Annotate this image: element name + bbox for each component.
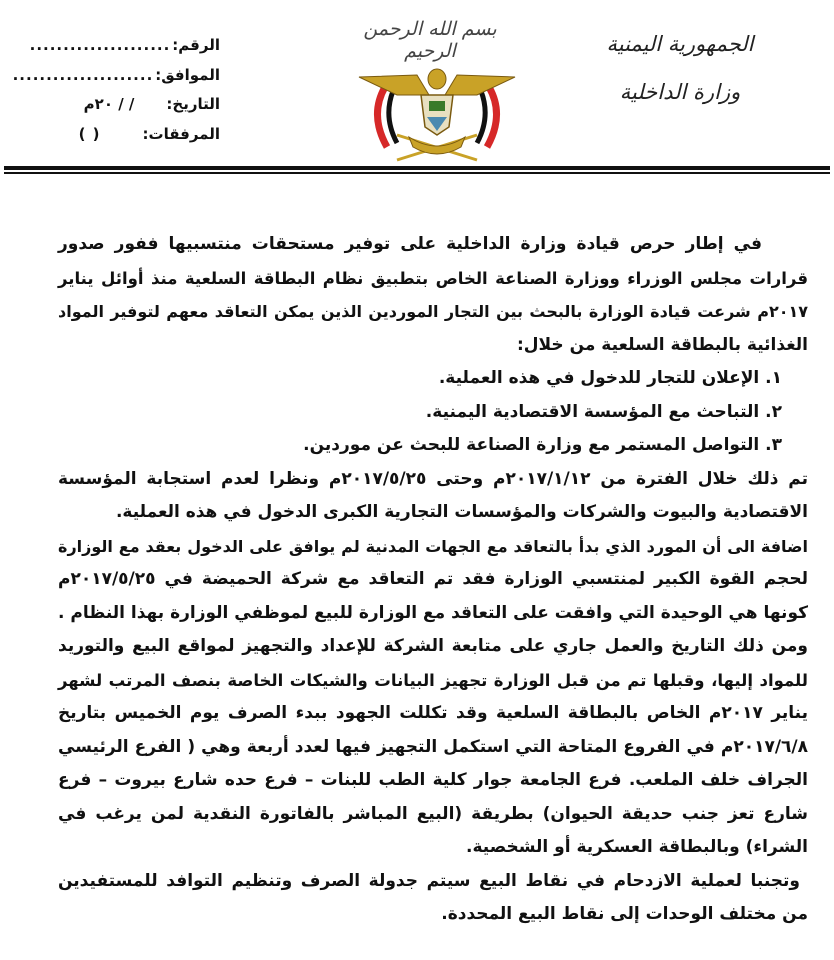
- yemen-emblem-icon: [357, 65, 517, 165]
- attachments-label: المرفقات:: [142, 125, 220, 143]
- body-line: في إطار حرص قيادة وزارة الداخلية على توفير مستحقات منتسبيها ففور صدور: [58, 234, 762, 254]
- body-line: يناير ٢٠١٧م الخاص بالبطاقة السلعية وقد تكللت الجهود ببدء الصرف يوم الخميس بتاريخ: [58, 703, 808, 723]
- body-line: كونها هي الوحيدة التي وافقت على التعاقد مع الوزارة للبيع لموظفي الوزارة بهذا النظام .: [58, 602, 808, 623]
- list-item: ٣. التواصل المستمر مع وزارة الصناعة للبحث عن موردين.: [303, 435, 782, 455]
- body-line: اضافة الى أن المورد الذي بدأ بالتعاقد مع الجهات المدنية لم يوافق على الدخول بعقد مع الوزارة: [58, 536, 808, 556]
- reference-number-label: الرقم:: [172, 36, 220, 54]
- header-divider: [4, 166, 830, 170]
- date-field: [40, 90, 220, 118]
- date-value: / / ٢٠م: [83, 95, 135, 113]
- ministry-name: وزارة الداخلية: [619, 80, 741, 104]
- attachments-field: [40, 120, 220, 148]
- corresponding-date-label: الموافق:: [155, 66, 220, 84]
- body-line: قرارات مجلس الوزراء ووزارة الصناعة الخاص بتطبيق نظام البطاقة السلعية منذ أوائل يناير: [58, 268, 808, 288]
- body-line: الاقتصادية والبيوت والشركات والمؤسسات التجارية الكبرى الدخول في هذه العملية.: [115, 502, 808, 522]
- body-line: لحجم القوة الكبير لمنتسبي الوزارة فقد تم التعاقد مع شركة الحميضة في ٢٠١٧/٥/٢٥م: [58, 569, 808, 589]
- reference-number-field: [29, 31, 220, 59]
- corresponding-date-value: .....................: [12, 66, 154, 84]
- country-name: الجمهورية اليمنية: [606, 32, 754, 56]
- body-line: ٢٠١٧/٦/٨م في الفروع المتاحة التي استكمل التجهيز فيها لعدد أربعة وهي ( الفرع الرئيسي: [58, 736, 808, 757]
- body-line: الشراء) وبالبطاقة العسكرية أو الشخصية.: [466, 837, 808, 857]
- list-item: ١. الإعلان للتجار للدخول في هذه العملية.: [438, 368, 782, 388]
- header-divider-thin: [4, 172, 830, 174]
- reference-number-value: .....................: [29, 36, 171, 54]
- body-line: الجراف خلف الملعب. فرع الجامعة جوار كلية الطب للبنات – فرع حده شارع بيروت – فرع: [58, 770, 808, 790]
- corresponding-date-field: [12, 61, 220, 89]
- basmala-calligraphy: بسم الله الرحمن الرحيم: [363, 18, 497, 62]
- body-line: ومن ذلك التاريخ والعمل جاري على متابعة الشركة للإعداد والتجهيز لمواقع البيع والتوريد: [58, 636, 808, 656]
- body-line: الغذائية بالبطاقة السلعية من خلال:: [516, 334, 808, 355]
- body-line: للمواد إليها، وقبلها تم من قبل الوزارة تجهيز البيانات والشيكات الخاصة بنصف المرتب لشهر: [58, 670, 808, 690]
- body-line: من مختلف الوحدات إلى نقاط البيع المحددة.: [441, 904, 808, 924]
- list-item: ٢. التباحث مع المؤسسة الاقتصادية اليمنية.: [425, 401, 782, 422]
- body-line: ٢٠١٧م شرعت قيادة الوزارة بالبحث بين التجار الموردين الذين يمكن التعاقد معهم لتوفير المواد: [58, 302, 808, 321]
- body-line: شارع تعز جنب حديقة الحيوان) بطريقة (البيع المباشر بالفاتورة النقدية لمن يرغب في: [58, 803, 808, 824]
- date-label: التاريخ:: [166, 95, 220, 113]
- body-line: وتجنبا لعملية الازدحام في نقاط البيع سيتم جدولة الصرف وتنظيم التوافد للمستفيدين: [58, 870, 800, 891]
- body-line: تم ذلك خلال الفترة من ٢٠١٧/١/١٢م وحتى ٢٠١٧/٥/٢٥م ونظرا لعدم استجابة المؤسسة: [58, 468, 808, 489]
- letter-body: [58, 228, 808, 932]
- attachments-value: ( ): [78, 125, 101, 143]
